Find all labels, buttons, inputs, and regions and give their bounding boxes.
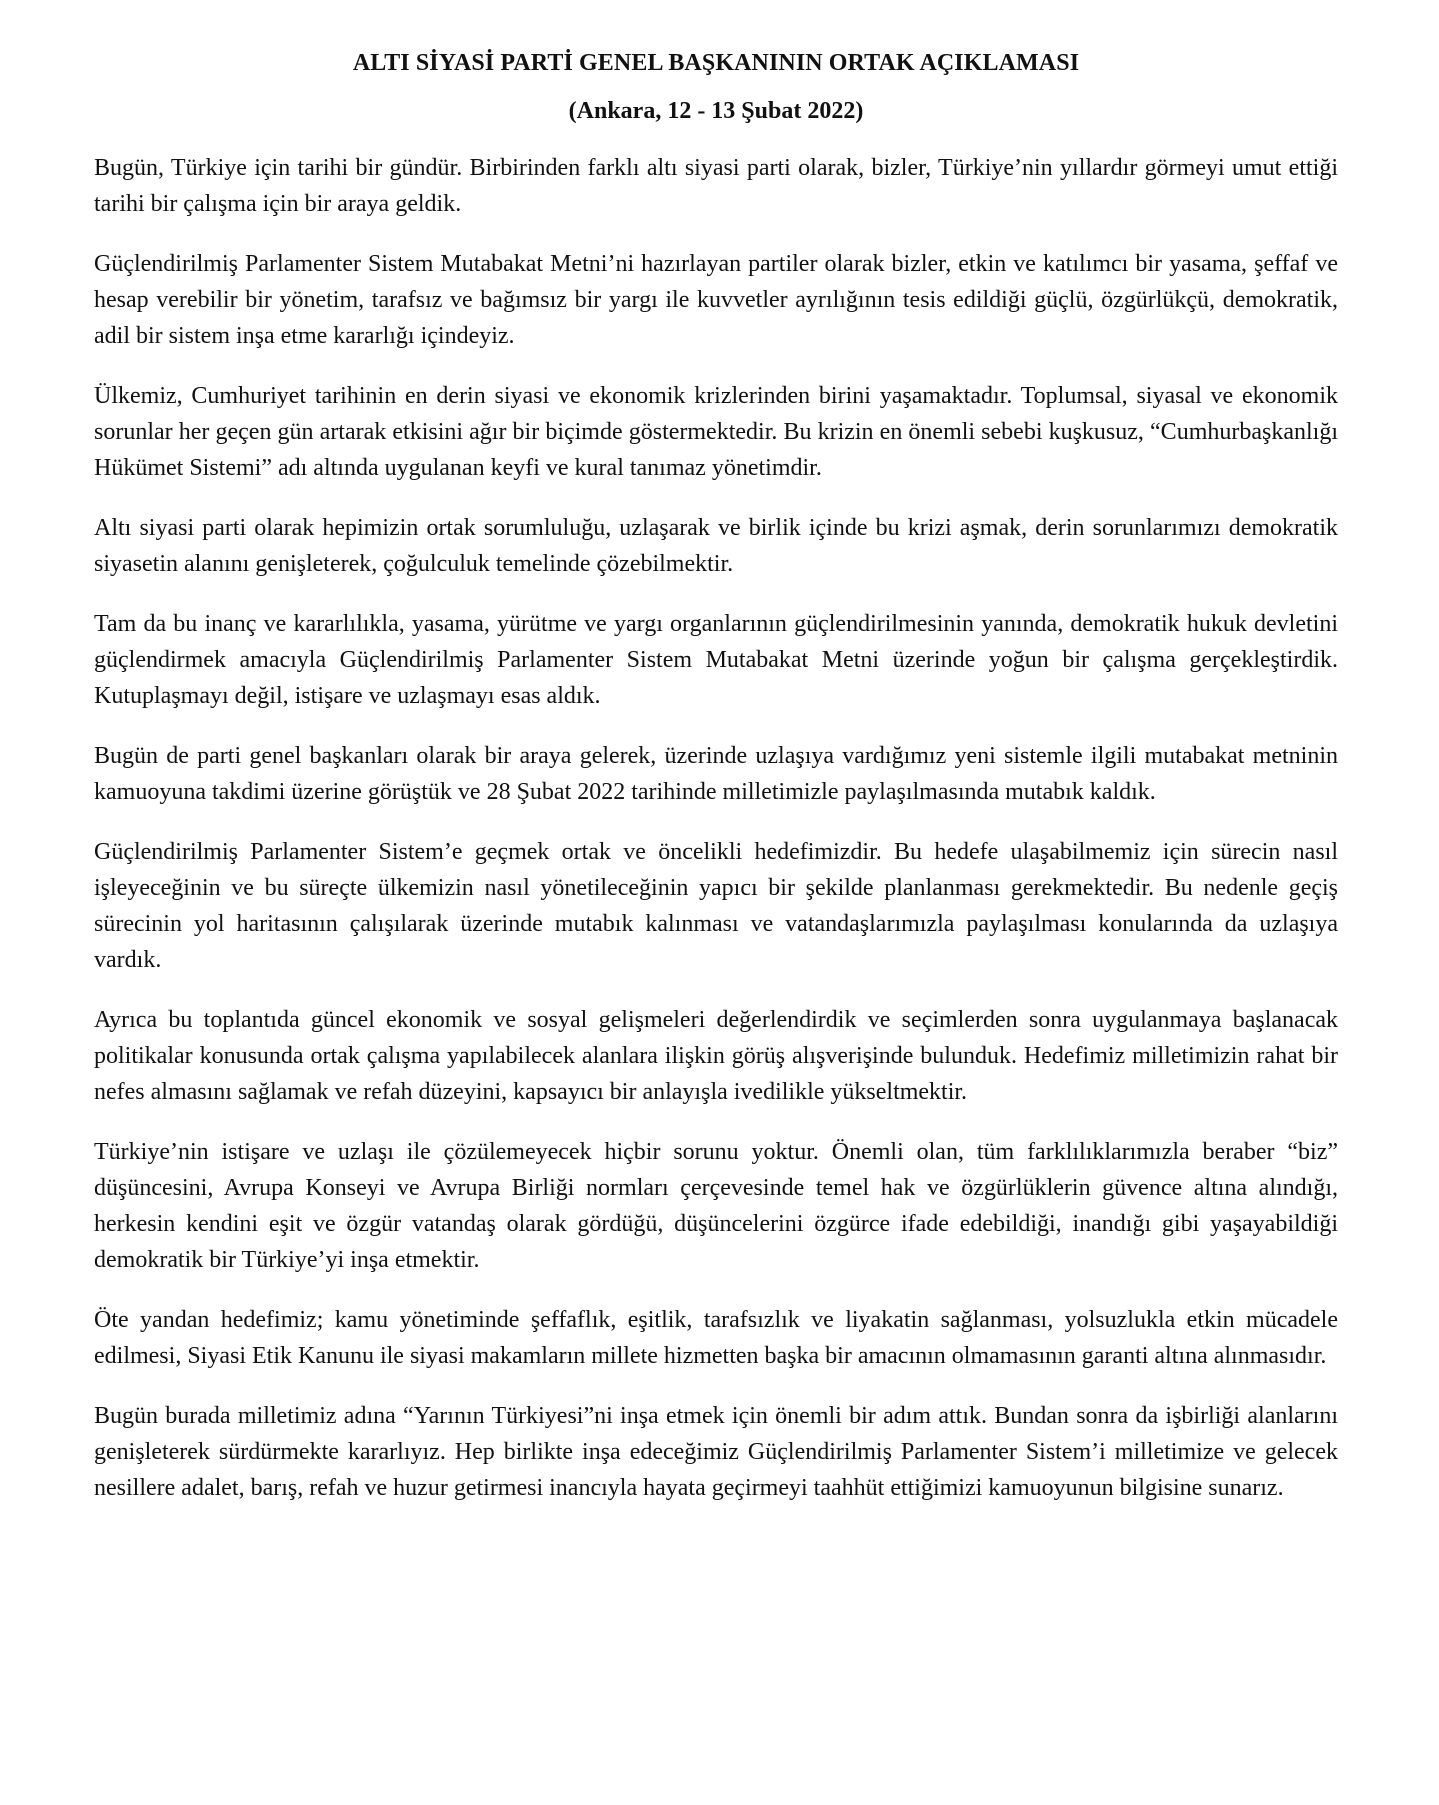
- document-title: ALTI SİYASİ PARTİ GENEL BAŞKANININ ORTAK AÇIKLAMASI: [352, 50, 1080, 76]
- paragraph-4: Altı siyasi parti olarak hepimizin ortak sorumluluğu, uzlaşarak ve birlik içinde bu krizi aşmak, derin sorunlarımızı demokratik siyasetin alanını genişleterek, çoğulculuk temelinde çözebilmektir.: [94, 515, 1338, 577]
- paragraph-11: Bugün burada milletimiz adına “Yarının Türkiyesi”ni inşa etmek için önemli bir adım attık. Bundan sonra da işbirliği alanlarını genişleterek sürdürmekte kararlıyız. Hep birlikte inşa edeceğimiz Güçlendirilmiş Parlamenter Sistem’i milletimize ve gelecek nesillere adalet, barış, refah ve huzur getirmesi inancıyla hayata geçirmeyi taahhüt ettiğimizi kamuoyunun bilgisine sunarız.: [94, 1403, 1338, 1501]
- paragraph-10: Öte yandan hedefimiz; kamu yönetiminde şeffaflık, eşitlik, tarafsızlık ve liyakatin sağlanması, yolsuzlukla etkin mücadele edilmesi, Siyasi Etik Kanunu ile siyasi makamların millete hizmetten başka bir amacının olmamasının garanti altına alınmasıdır.: [94, 1307, 1338, 1369]
- document-page: [94, 40, 1338, 1530]
- paragraph-3: Ülkemiz, Cumhuriyet tarihinin en derin siyasi ve ekonomik krizlerinden birini yaşamaktadır. Toplumsal, siyasal ve ekonomik sorunlar her geçen gün artarak etkisini ağır bir biçimde göstermektedir. Bu krizin en önemli sebebi kuşkusuz, “Cumhurbaşkanlığı Hükümet Sistemi” adı altında uygulanan keyfi ve kural tanımaz yönetimdir.: [94, 383, 1338, 481]
- paragraph-6: Bugün de parti genel başkanları olarak bir araya gelerek, üzerinde uzlaşıya vardığımız yeni sistemle ilgili mutabakat metninin kamuoyuna takdimi üzerine görüştük ve 28 Şubat 2022 tarihinde milletimizle paylaşılmasında mutabık kaldık.: [94, 743, 1338, 805]
- document-subtitle: (Ankara, 12 - 13 Şubat 2022): [568, 98, 864, 124]
- paragraph-7: Güçlendirilmiş Parlamenter Sistem’e geçmek ortak ve öncelikli hedefimizdir. Bu hedefe ulaşabilmemiz için sürecin nasıl işleyeceğinin ve bu süreçte ülkemizin nasıl yönetileceğinin yapıcı bir şekilde planlanması gerekmektedir. Bu nedenle geçiş sürecinin yol haritasının çalışılarak üzerinde mutabık kalınması ve vatandaşlarımızla paylaşılması konularında da uzlaşıya vardık.: [94, 839, 1338, 973]
- paragraph-2: Güçlendirilmiş Parlamenter Sistem Mutabakat Metni’ni hazırlayan partiler olarak bizler, etkin ve katılımcı bir yasama, şeffaf ve hesap verebilir bir yönetim, tarafsız ve bağımsız bir yargı ile kuvvetler ayrılığının tesis edildiği güçlü, özgürlükçü, demokratik, adil bir sistem inşa etme kararlığı içindeyiz.: [94, 251, 1338, 349]
- paragraph-5: Tam da bu inanç ve kararlılıkla, yasama, yürütme ve yargı organlarının güçlendirilmesinin yanında, demokratik hukuk devletini güçlendirmek amacıyla Güçlendirilmiş Parlamenter Sistem Mutabakat Metni üzerinde yoğun bir çalışma gerçekleştirdik. Kutuplaşmayı değil, istişare ve uzlaşmayı esas aldık.: [94, 611, 1338, 709]
- paragraph-9: Türkiye’nin istişare ve uzlaşı ile çözülemeyecek hiçbir sorunu yoktur. Önemli olan, tüm farklılıklarımızla beraber “biz” düşüncesini, Avrupa Konseyi ve Avrupa Birliği normları çerçevesinde temel hak ve özgürlüklerin güvence altına alındığı, herkesin kendini eşit ve özgür vatandaş olarak gördüğü, düşüncelerini özgürce ifade edebildiği, inandığı gibi yaşayabildiği demokratik bir Türkiye’yi inşa etmektir.: [94, 1139, 1338, 1273]
- paragraph-1: Bugün, Türkiye için tarihi bir gündür. Birbirinden farklı altı siyasi parti olarak, bizler, Türkiye’nin yıllardır görmeyi umut ettiği tarihi bir çalışma için bir araya geldik.: [94, 155, 1338, 217]
- paragraph-8: Ayrıca bu toplantıda güncel ekonomik ve sosyal gelişmeleri değerlendirdik ve seçimlerden sonra uygulanmaya başlanacak politikalar konusunda ortak çalışma yapılabilecek alanlara ilişkin görüş alışverişinde bulunduk. Hedefimiz milletimizin rahat bir nefes almasını sağlamak ve refah düzeyini, kapsayıcı bir anlayışla ivedilikle yükseltmektir.: [94, 1007, 1338, 1105]
